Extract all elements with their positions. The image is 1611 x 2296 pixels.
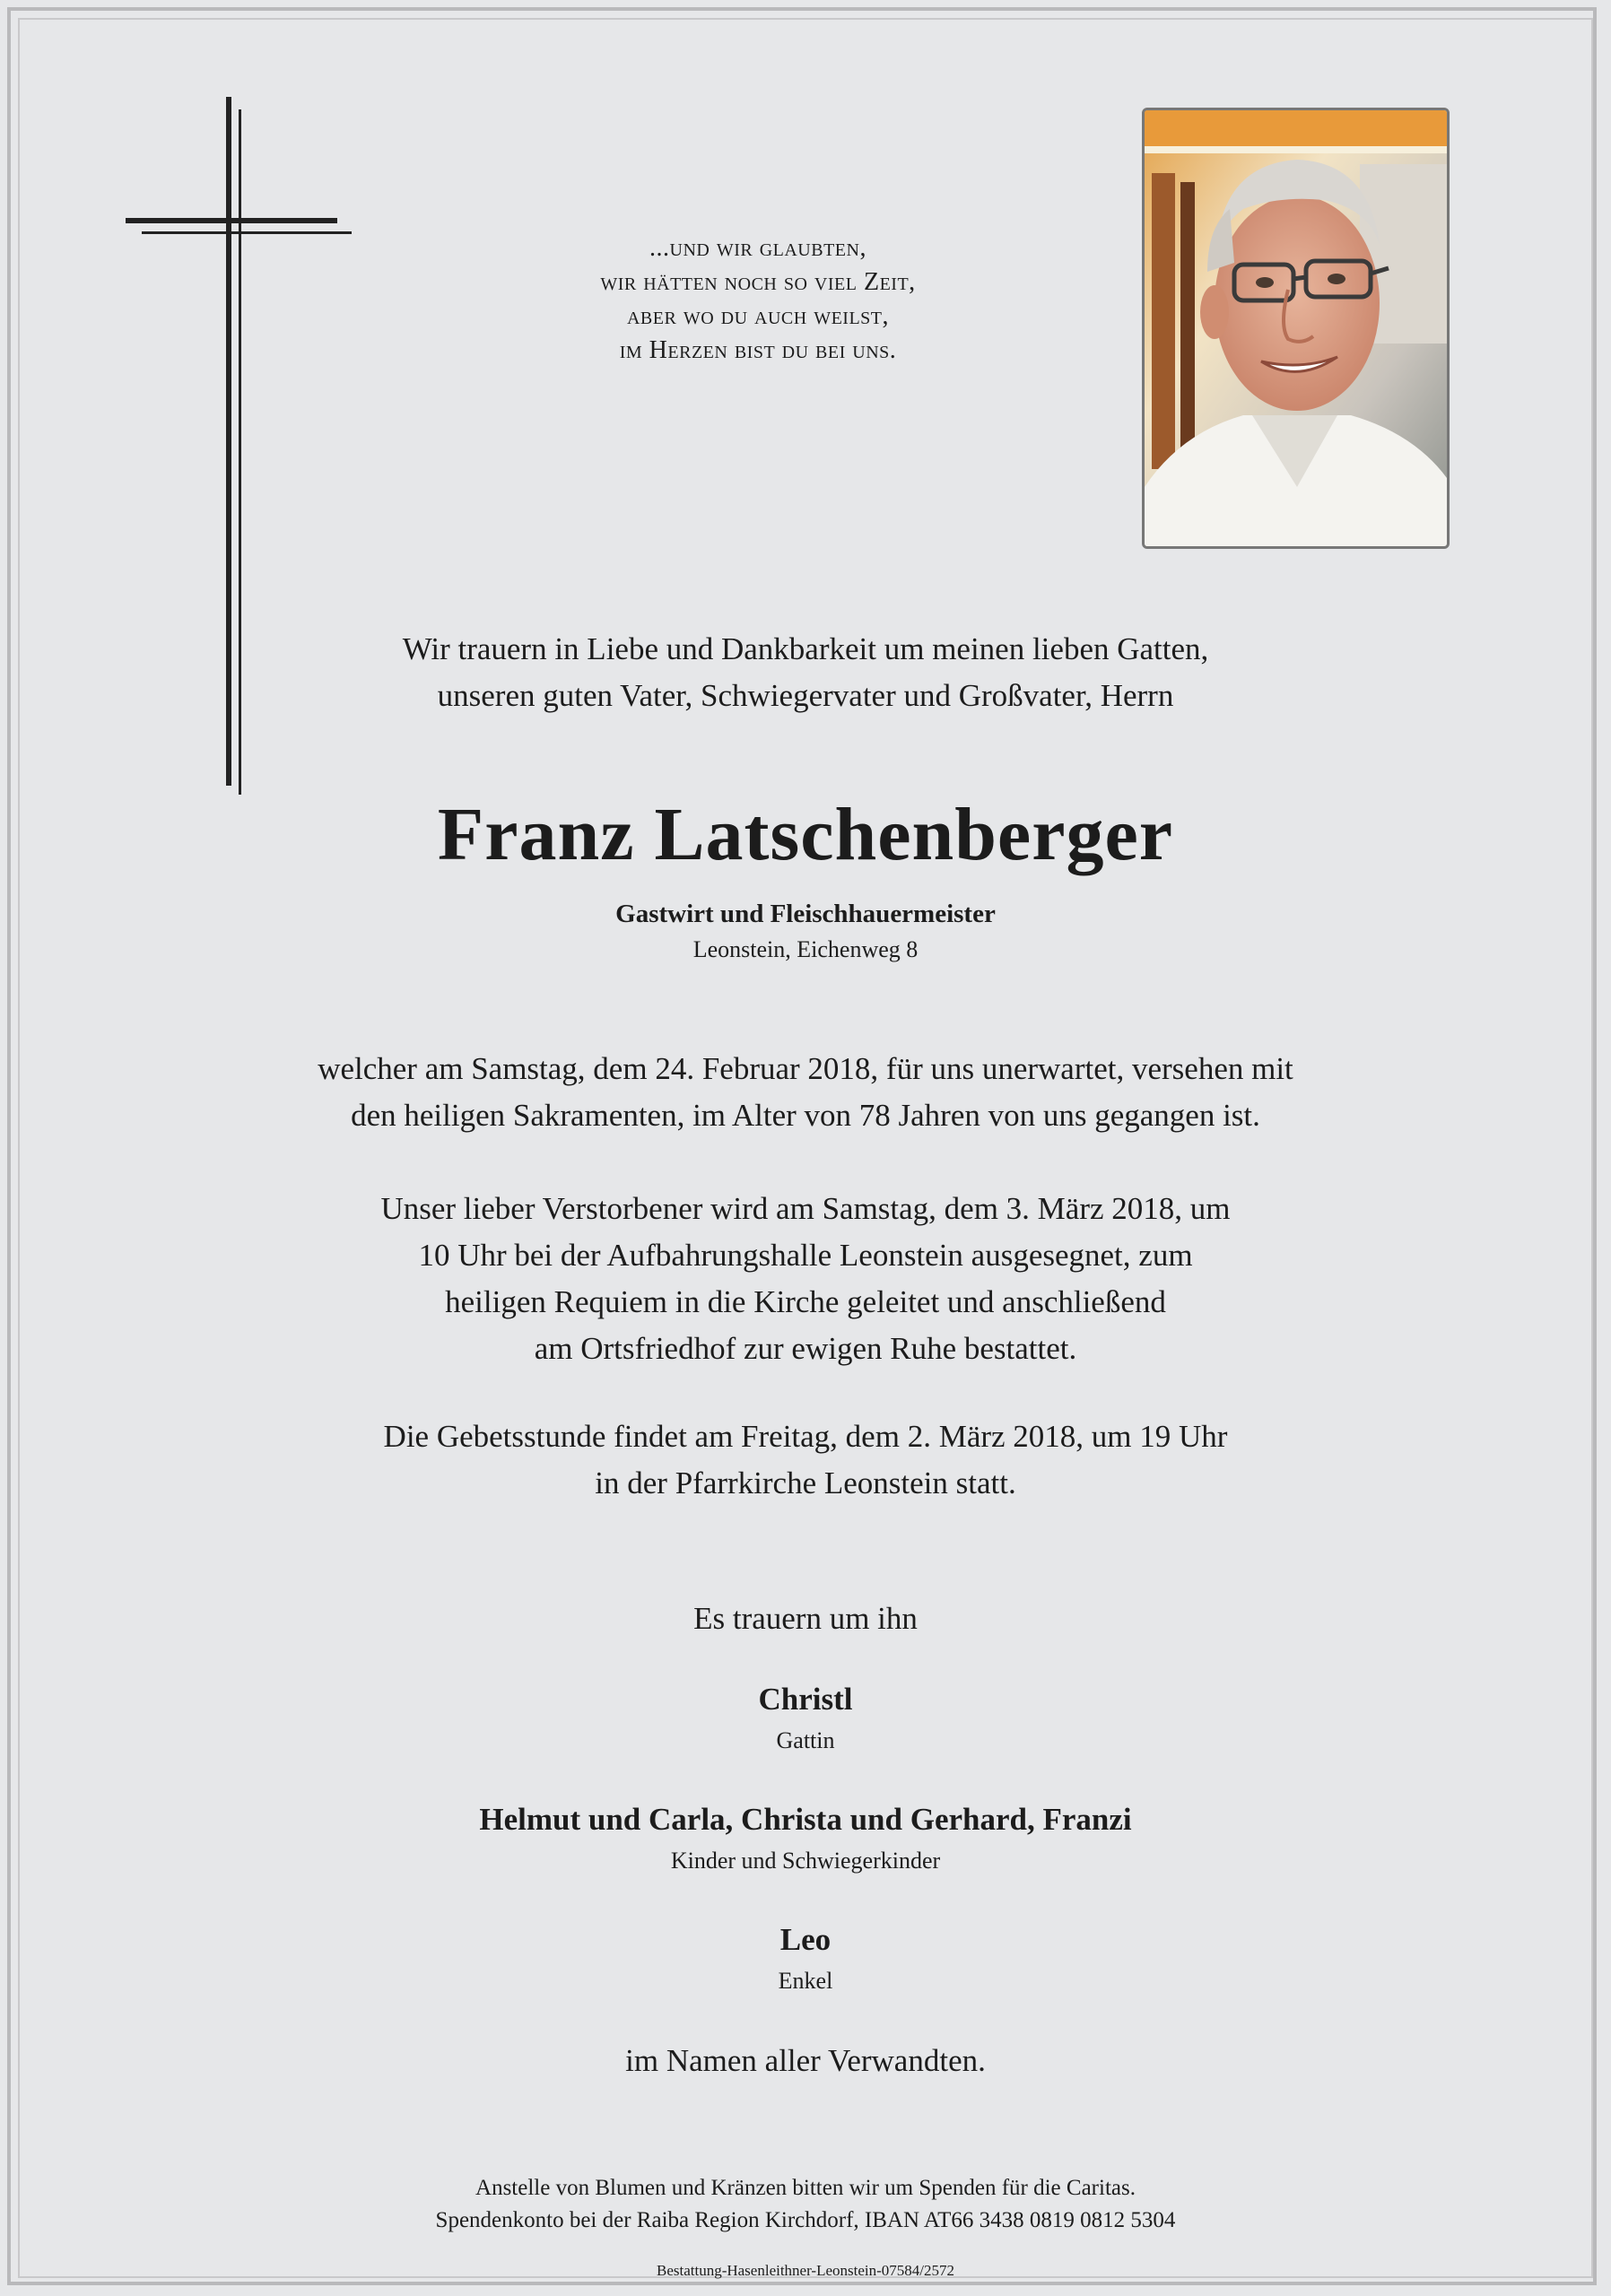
funeral-line: am Ortsfriedhof zur ewigen Ruhe bestattet. (534, 1331, 1077, 1366)
mourner-names: Helmut und Carla, Christa und Gerhard, Franzi (479, 1802, 1132, 1837)
poem (502, 231, 1014, 368)
mourner-relation: Gattin (776, 1727, 835, 1753)
funeral-paragraph (0, 1186, 1611, 1372)
intro-paragraph (0, 626, 1611, 719)
deceased-occupation: Gastwirt und Fleischhauermeister (615, 900, 996, 928)
footer-credit: Bestattung-Hasenleithner-Leonstein-07584/2572 (656, 2262, 955, 2279)
donation-line: Spendenkonto bei der Raiba Region Kirchdorf, IBAN AT66 3438 0819 0812 5304 (435, 2208, 1176, 2232)
mourner-names: Leo (779, 1922, 832, 1957)
portrait-photo (1142, 108, 1450, 549)
donation-line: Anstelle von Blumen und Kränzen bitten wir um Spenden für die Caritas. (475, 2176, 1136, 2200)
prayer-line: Die Gebetsstunde findet am Freitag, dem 2. März 2018, um 19 Uhr (383, 1419, 1228, 1454)
mourner-relation: Kinder und Schwiegerkinder (670, 1848, 941, 1874)
poem-line: ...und wir glaubten, (649, 234, 866, 262)
deceased-address: Leonstein, Eichenweg 8 (692, 936, 919, 962)
donation-note (0, 2172, 1611, 2237)
mourners-intro: Es trauern um ihn (693, 1601, 918, 1636)
intro-line: unseren guten Vater, Schwiegervater und Großvater, Herrn (437, 678, 1174, 713)
funeral-line: 10 Uhr bei der Aufbahrungshalle Leonstein ausgesegnet, zum (418, 1238, 1193, 1273)
funeral-line: Unser lieber Verstorbener wird am Samstag, dem 3. März 2018, um (380, 1191, 1231, 1226)
prayer-line: in der Pfarrkirche Leonstein statt. (595, 1465, 1016, 1500)
mourner-names: Christl (758, 1682, 853, 1717)
prayer-paragraph (0, 1413, 1611, 1507)
intro-line: Wir trauern in Liebe und Dankbarkeit um meinen lieben Gatten, (402, 631, 1209, 666)
death-notice-line: welcher am Samstag, dem 24. Februar 2018, für uns unerwartet, versehen mit (318, 1051, 1293, 1086)
mourners-closing: im Namen aller Verwandten. (625, 2043, 986, 2078)
funeral-line: heiligen Requiem in die Kirche geleitet und anschließend (445, 1284, 1166, 1319)
death-notice-paragraph (0, 1046, 1611, 1139)
mourner-relation: Enkel (778, 1968, 833, 1994)
death-notice-line: den heiligen Sakramenten, im Alter von 78 Jahren von uns gegangen ist. (351, 1098, 1260, 1133)
deceased-name: Franz Latschenberger (437, 793, 1174, 876)
poem-line: im Herzen bist du bei uns. (619, 336, 897, 364)
poem-line: aber wo du auch weilst, (626, 302, 890, 330)
poem-line: wir hätten noch so viel Zeit, (600, 268, 916, 296)
